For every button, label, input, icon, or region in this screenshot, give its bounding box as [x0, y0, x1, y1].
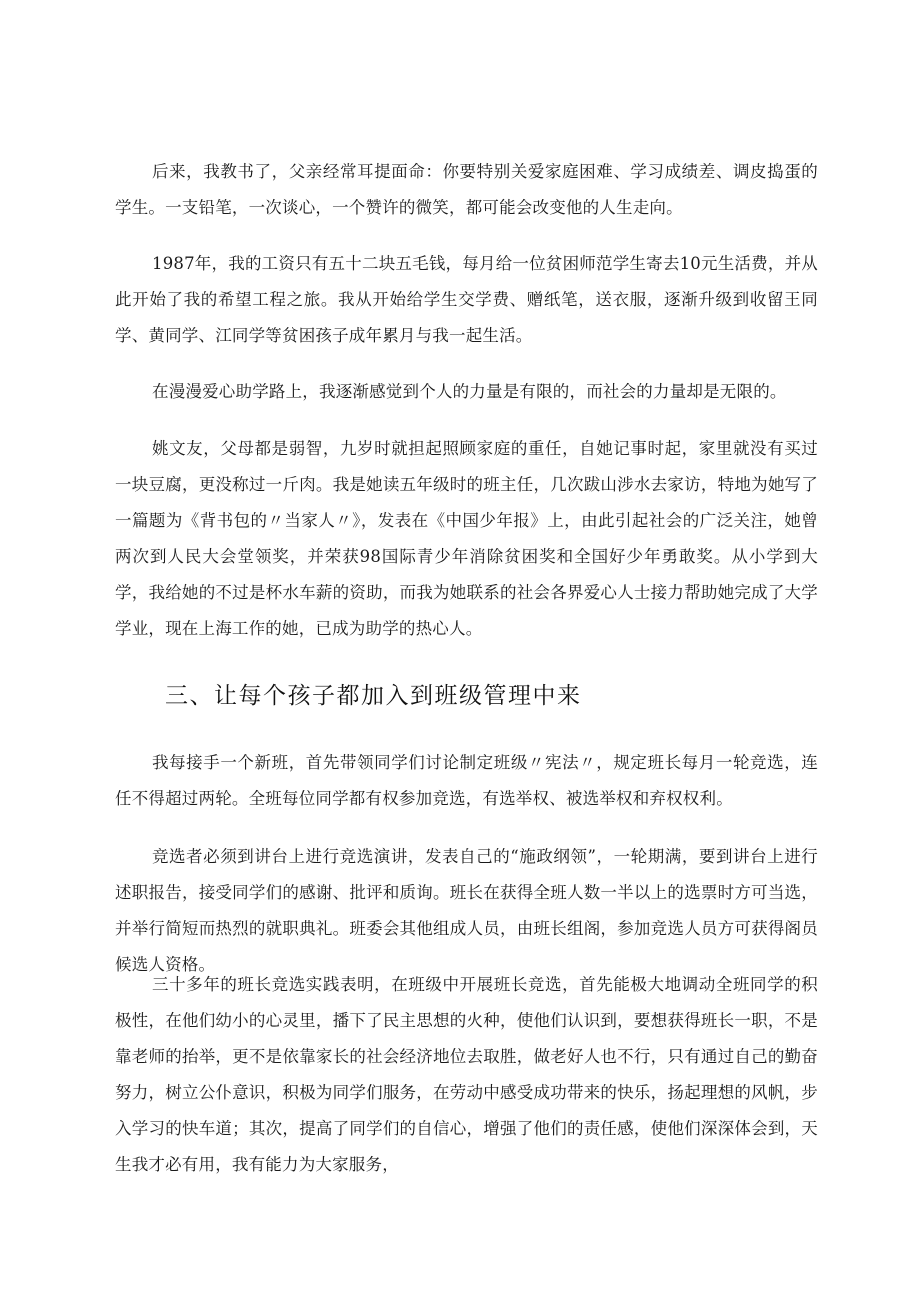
paragraph-yao-wenyou: 姚文友，父母都是弱智，九岁时就担起照顾家庭的重任，自她记事时起，家里就没有买过一块豆腐，更没称过一斤肉。我是她读五年级时的班主任，几次跋山涉水去家访，特地为她写了一篇题为《背书包的〃当家人〃》，发表在《中国少年报》上，由此引起社会的广泛关注，她曾两次到人民大会堂领奖，并荣获98国际青少年消除贫困奖和全国好少年勇敢奖。从小学到大学，我给她的不过是杯水车薪的资助，而我为她联系的社会各界爱心人士接力帮助她完成了大学学业，现在上海工作的她，已成为助学的热心人。 — [115, 439, 818, 638]
paragraph-social-power: 在漫漫爱心助学路上，我逐渐感觉到个人的力量是有限的，而社会的力量却是无限的。 — [152, 382, 787, 401]
paragraph-hope-project: 1987年，我的工资只有五十二块五毛钱，每月给一位贫困师范学生寄去10元生活费，并从此开始了我的希望工程之旅。我从开始给学生交学费、赠纸笔，送衣服，逐渐升级到收留王同学、黄同学、江同学等贫困孩子成年累月与我一起生活。 — [115, 254, 818, 345]
paragraph-election-speech: 竞选者必须到讲台上进行竞选演讲，发表自己的“施政纲领”，一轮期满，要到讲台上进行述职报告，接受同学们的感谢、批评和质询。班长在获得全班人数一半以上的选票时方可当选，并举行简短而热烈的就职典礼。班委会其他组成人员，由班长组阁，参加竞选人员方可获得阁员候选人资格。 — [115, 847, 818, 974]
section-heading: 三、让每个孩子都加入到班级管理中来 — [165, 683, 582, 709]
paragraph-class-constitution: 我每接手一个新班，首先带领同学们讨论制定班级〃宪法〃，规定班长每月一轮竞选，连任不得超过两轮。全班每位同学都有权参加竞选，有选举权、被选举权和弃权权利。 — [115, 753, 818, 808]
paragraph-election-practice: 三十多年的班长竞选实践表明，在班级中开展班长竞选，首先能极大地调动全班同学的积极性，在他们幼小的心灵里，播下了民主思想的火种，使他们认识到，要想获得班长一职，不是靠老师的抬举，更不是依靠家长的社会经济地位去取胜，做老好人也不行，只有通过自己的勤奋努力，树立公仆意识，积极为同学们服务，在劳动中感受成功带来的快乐，扬起理想的风帆，步入学习的快车道；其次，提高了同学们的自信心，增强了他们的责任感，使他们深深体会到，天生我才必有用，我有能力为大家服务， — [115, 975, 818, 1174]
paragraph-father-advice: 后来，我教书了，父亲经常耳提面命：你要特别关爱家庭困难、学习成绩差、调皮捣蛋的学生。一支铅笔，一次谈心，一个赞许的微笑，都可能会改变他的人生走向。 — [115, 162, 818, 217]
